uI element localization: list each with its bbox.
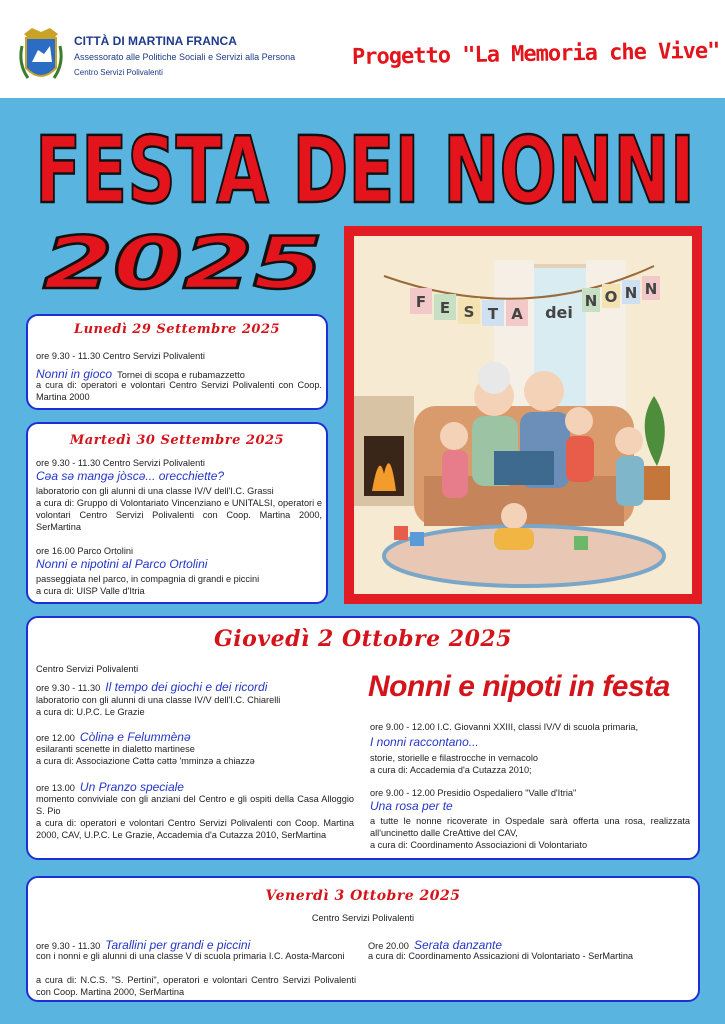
thursday-event5: Una rosa per te <box>370 799 453 813</box>
header <box>0 0 725 98</box>
grandparents-illustration <box>354 236 692 594</box>
friday-place: Centro Servizi Polivalenti <box>311 913 415 923</box>
tuesday-box <box>26 422 328 604</box>
svg-text:A: A <box>511 305 523 323</box>
friday-time1: ore 9.30 - 11.30 <box>36 941 101 951</box>
city-crest-icon <box>18 24 64 88</box>
year-text: 2025 <box>43 226 323 296</box>
thursday-time3: ore 13.00 <box>36 783 75 793</box>
thursday-place: Centro Servizi Polivalenti <box>36 664 139 674</box>
thursday-care1: a cura di: U.P.C. Le Grazie <box>36 707 145 717</box>
thursday-desc1: laboratorio con gli alunni di una classe IV/V dell'I.C. Chiarelli <box>36 695 281 705</box>
department-name: Assessorato alle Politiche Sociali e Servizi alla Persona <box>74 52 296 62</box>
tuesday-time2: ore 16.00 Parco Ortolini <box>36 546 134 556</box>
thursday-desc5: a tutte le nonne ricoverate in Ospedale sarà offerta una rosa, realizzata all'uncinetto dalle CreAttive del CAV, <box>370 816 690 838</box>
tuesday-care2: a cura di: UISP Valle d'Itria <box>36 586 145 596</box>
thursday-headline: Nonni e nipoti in festa <box>368 670 670 703</box>
friday-event2: Serata danzante <box>413 938 503 952</box>
friday-box <box>26 876 700 1002</box>
illustration-frame <box>344 226 702 604</box>
tuesday-time1: ore 9.30 - 11.30 Centro Servizi Polivalenti <box>36 458 205 468</box>
thursday-event1: Il tempo dei giochi e dei ricordi <box>105 680 268 694</box>
tuesday-event1: Cəa sə mangə jòscə... orecchiette? <box>36 469 225 483</box>
thursday-time4: ore 9.00 - 12.00 I.C. Giovanni XXIII, classi IV/V di scuola primaria, <box>370 722 639 732</box>
thursday-care3: a cura di: operatori e volontari Centro Servizi Polivalenti con Coop. Martina 2000, CAV, U.P.C. Le Grazie, Accademia d'a Cutazza 2010, SerMartina <box>36 818 354 840</box>
year-title <box>38 226 328 296</box>
friday-care2: a cura di: Coordinamento Assicazioni di Volontariato - SerMartina <box>368 951 634 961</box>
center-name: Centro Servizi Polivalenti <box>74 68 163 77</box>
thursday-event3: Un Pranzo speciale <box>79 780 184 794</box>
thursday-desc3: momento conviviale con gli anziani del Centro e gli ospiti della Casa Alloggio S. Pio <box>36 794 354 816</box>
friday-time2: Ore 20.00 <box>368 941 409 951</box>
thursday-desc4: storie, storielle e filastrocche in vernacolo <box>370 753 539 763</box>
city-name: CITTÀ DI MARTINA FRANCA <box>74 34 237 48</box>
monday-box <box>26 314 328 410</box>
thursday-event4: I nonni raccontano... <box>370 735 479 749</box>
thursday-line1 <box>36 676 267 695</box>
monday-title: Lunedì 29 Settembre 2025 <box>73 322 281 337</box>
svg-text:F: F <box>415 293 427 311</box>
tuesday-desc2: passeggiata nel parco, in compagnia di grandi e piccini <box>36 574 260 584</box>
friday-care1: a cura di: N.C.S. "S. Pertini", operatori e volontari Centro Servizi Polivalenti con Coop. Martina 2000, SerMartina <box>36 975 356 997</box>
svg-text:N: N <box>624 284 638 302</box>
thursday-care5: a cura di: Coordinamento Associazioni di Volontariato <box>370 840 588 850</box>
main-title <box>30 110 700 220</box>
tuesday-desc1: laboratorio con gli alunni di una classe IV/V dell'I.C. Grassi <box>36 486 274 496</box>
svg-text:O: O <box>604 288 618 306</box>
svg-text:N: N <box>584 292 598 310</box>
friday-title: Venerdì 3 Ottobre 2025 <box>265 888 461 904</box>
svg-text:S: S <box>463 303 475 321</box>
svg-text:N: N <box>644 280 658 298</box>
svg-text:E: E <box>439 299 451 317</box>
thursday-time5: ore 9.00 - 12.00 Presidio Ospedaliero "Valle d'Itria" <box>370 788 577 798</box>
family-scene-icon <box>354 236 692 594</box>
main-title-text: FESTA DEI NONNI <box>35 117 695 220</box>
monday-time: ore 9.30 - 11.30 Centro Servizi Polivalenti <box>36 351 205 361</box>
thursday-time1: ore 9.30 - 11.30 <box>36 683 101 693</box>
tuesday-care1: a cura di: Gruppo di Volontariato Vincenziano e UNITALSI, operatori e volontari Centro Servizi Polivalenti con Coop. Martina 2000, SerMartina <box>36 498 322 532</box>
tuesday-event2: Nonni e nipotini al Parco Ortolini <box>36 557 208 571</box>
thursday-title: Giovedì 2 Ottobre 2025 <box>214 626 512 652</box>
thursday-care4: a cura di: Accademia d'a Cutazza 2010; <box>370 765 532 775</box>
thursday-event2: Còlinə e Felummènə <box>79 730 191 744</box>
thursday-desc2: esilaranti scenette in dialetto martinese <box>36 744 195 754</box>
thursday-box <box>26 616 700 860</box>
svg-text:T: T <box>487 305 499 323</box>
monday-care: a cura di: operatori e volontari Centro Servizi Polivalenti con Coop. Martina 2000 <box>36 380 322 402</box>
monday-event-desc: Tornei di scopa e rubamazzetto <box>117 370 245 380</box>
thursday-time2: ore 12.00 <box>36 733 75 743</box>
monday-event-title: Nonni in gioco <box>36 367 113 381</box>
project-title: Progetto "La Memoria che Vive" <box>351 38 720 71</box>
friday-desc1: con i nonni e gli alunni di una classe V di scuola primaria I.C. Aosta-Marconi <box>36 951 345 961</box>
thursday-care2: a cura di: Associazione Cəttə cəttə 'mminzə a chiazzə <box>36 756 255 766</box>
tuesday-title: Martedì 30 Settembre 2025 <box>69 433 285 448</box>
svg-text:dei: dei <box>545 303 573 322</box>
friday-event1: Tarallini per grandi e piccini <box>105 938 251 952</box>
